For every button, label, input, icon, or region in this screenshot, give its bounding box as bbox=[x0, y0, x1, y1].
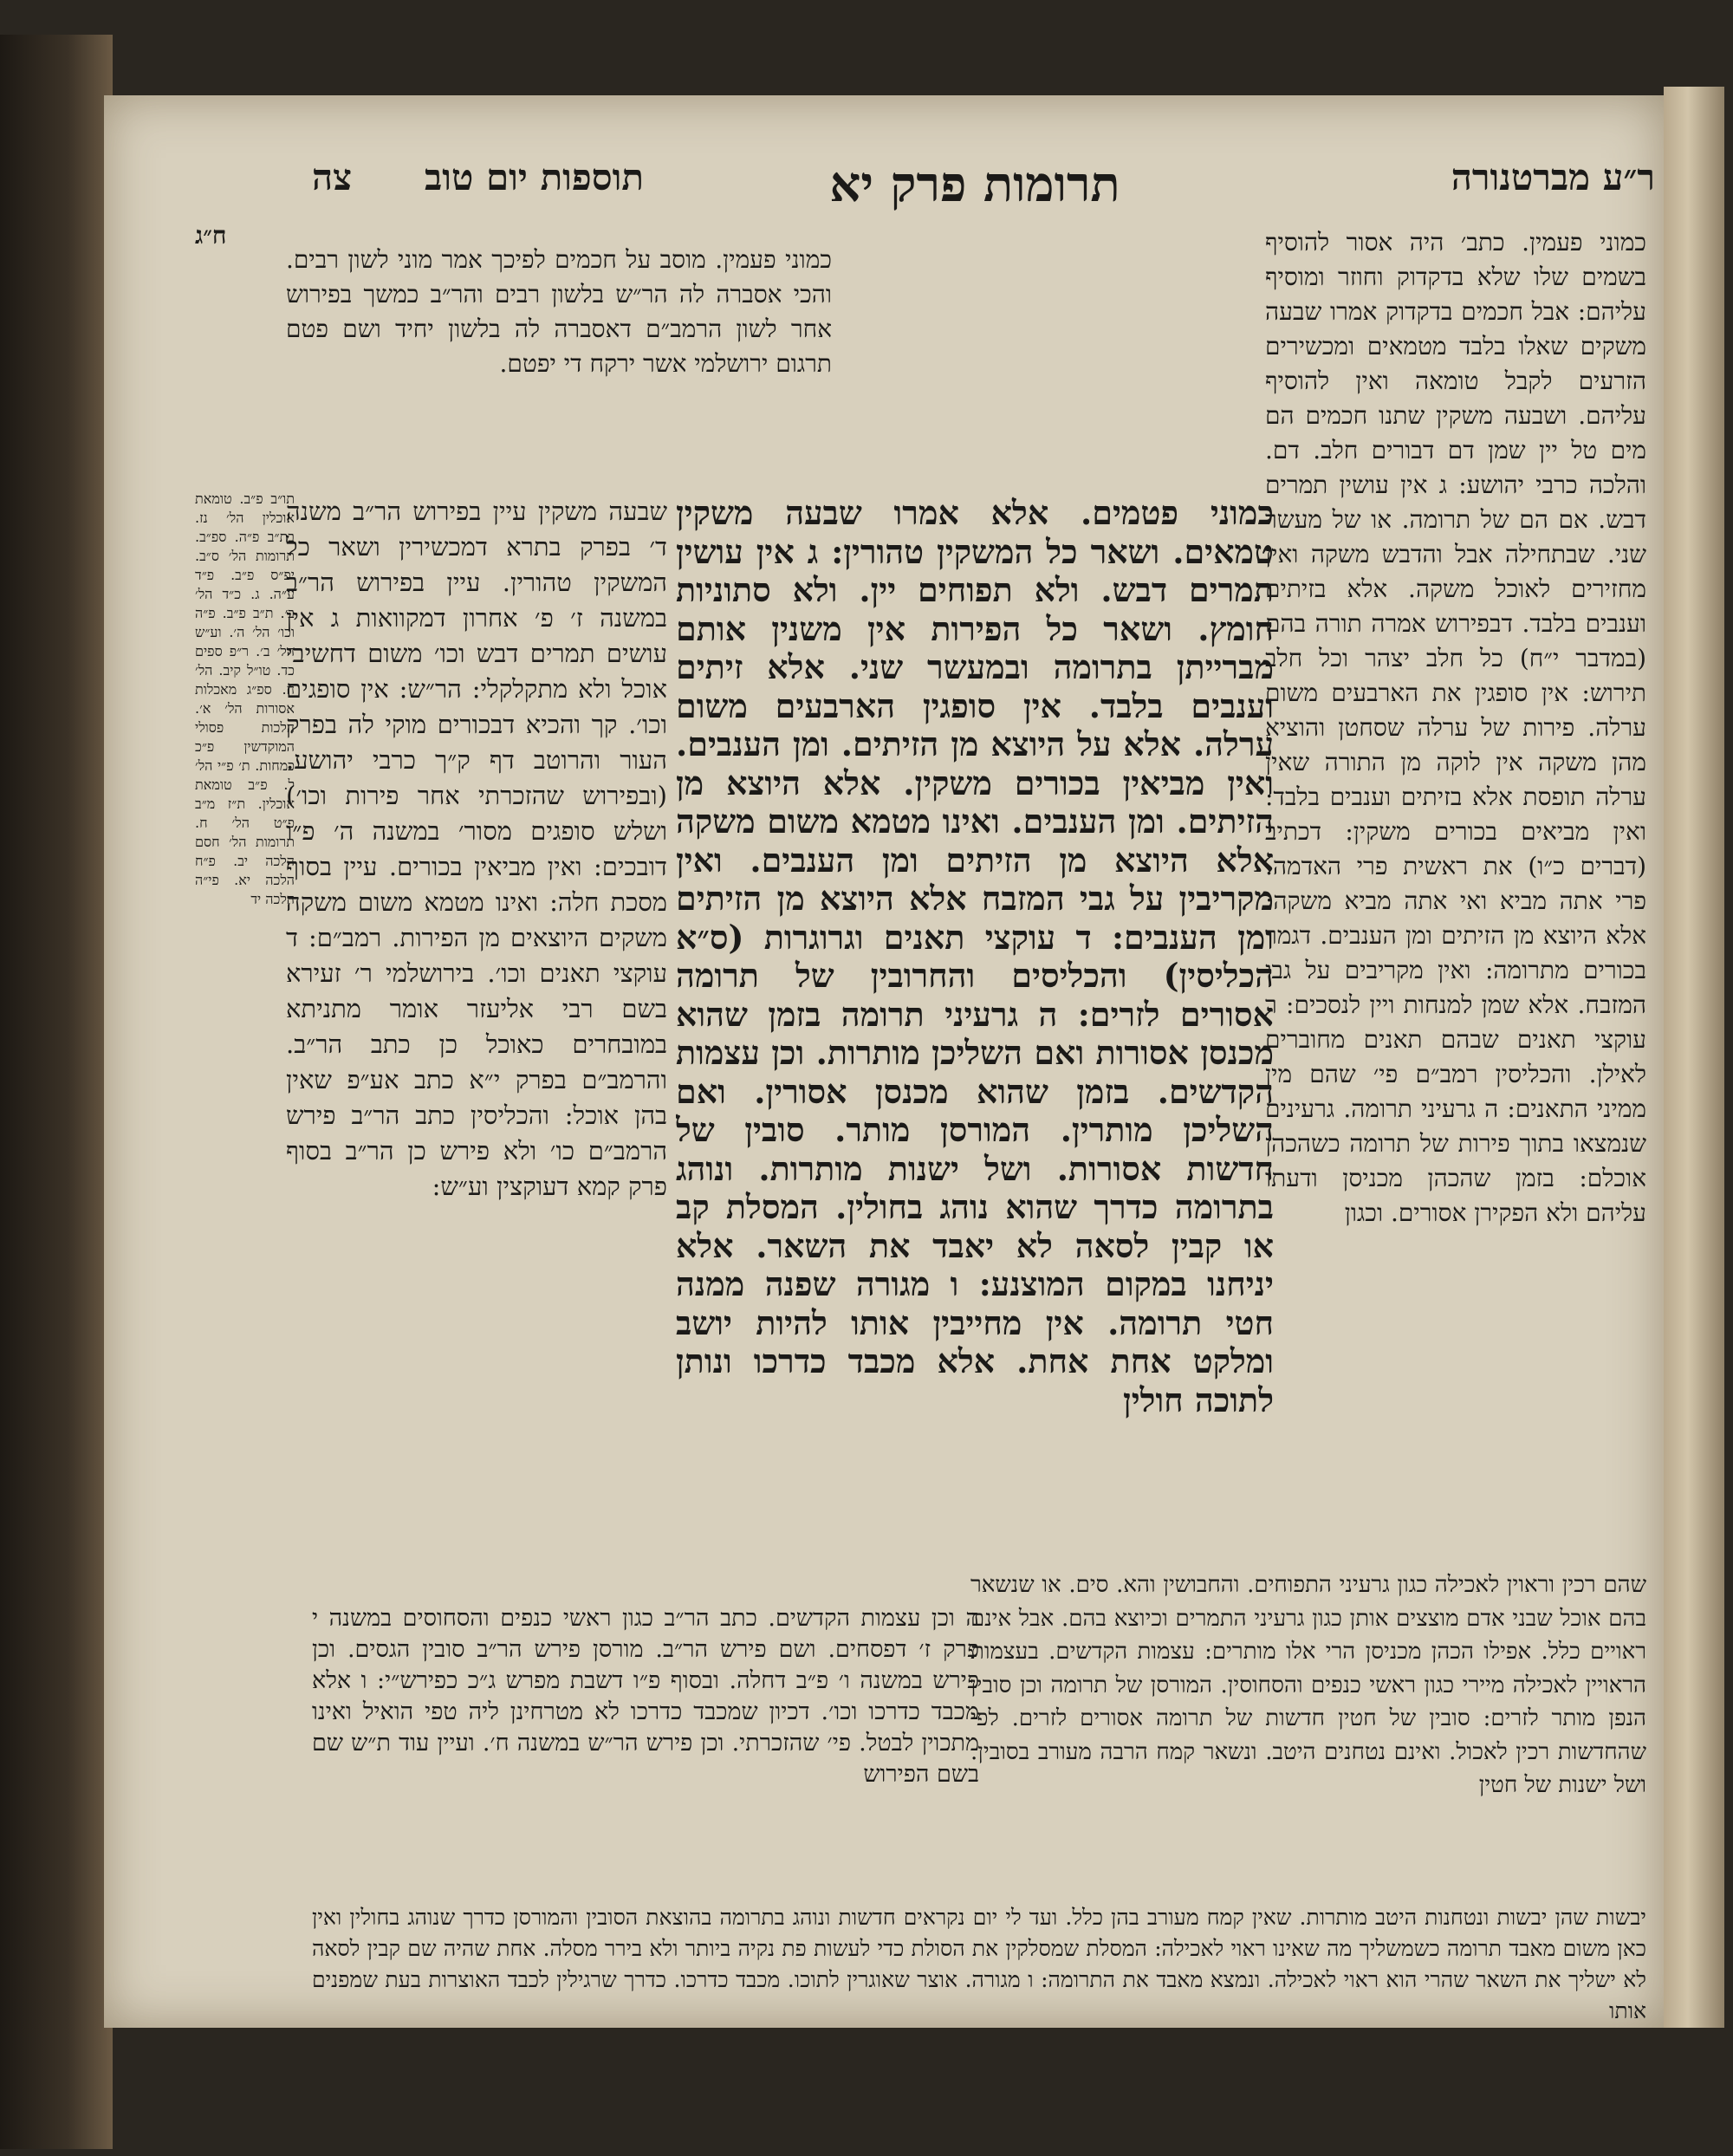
bartenura-footer-block bbox=[312, 1902, 1646, 2049]
mishnah-column bbox=[676, 494, 1274, 1560]
bartenura-heading: ר״ע מברטנורה bbox=[1451, 156, 1655, 198]
tosafot-top-text: כמוני פעמין. מוסב על חכמים לפיכך אמר מוני לשון רבים. והכי אסברה לה הר״ש בלשון רבים והר״ב כמשך בפירוש אחר לשון הרמב״ם דאסברה לה בלשון יחיד ושם פטם תרגום ירושלמי אשר ירקח די יפטם. bbox=[286, 245, 832, 378]
marginal-references-text: תו״ב פ״ב. טומאת אוכלין הל׳ נז. בת״ב פ״ה. ספ״ב. תרומות הל׳ ס״ב. יפ״ס פ״ב. פ״ד ע״ה. ג. כ״ד הל׳ ב׳. ת״ב פ״ב. פ״ה וכו׳ הל׳ ה׳. וע״ש הל׳ ב׳. ר״פ ספים כד. טו״ל קיב. הל׳ ח. ספ״ג מאכלות אסורות הל׳ א׳. הלכות פסולי המוקדשין פ״כ כמחות. ת׳ פ״י הל׳ ל. פ״ב טומאת אוכלין. ת״ז מ״ב פ״ט הל׳ ח. תרומות הל׳ חסם הלכה יב. פ״ח הלכה יא. פי״ה הלכה יד bbox=[195, 490, 295, 907]
tosafot-left-column bbox=[286, 494, 667, 1620]
leaf-mark: ח״ג bbox=[195, 221, 227, 250]
bartenura-footer-text: יבשות שהן יבשות ונטחנות היטב מותרות. שאין קמח מעורב בהן כלל. ועד לי יום נקראים חדשות ונוהג בתרומה בהוצאת הסובין והמורסן כדרך שנוהג בחולין ואין כאן משום מאבד תרומה כשמשליך מה שאינו ראוי לאכילה: המסלת שמסלקין את הסולת כדי לעשות פת נקיה ביותר ולא בירר מסלה. אחת שהיה שם קבין לסאה לא ישליך את השאר שהרי הוא ראוי לאכילה. ונמצא מאבד את התרומה: ו מגורה. אוצר שאוגרין לתוכו. מכבד כדרכו. כדרך שרגילין לכבד האוצרות בעת שמפנים אותו bbox=[312, 1905, 1646, 2023]
running-header bbox=[295, 156, 1655, 217]
tosafot-left-text: שבעה משקין עיין בפירוש הר״ב משנה ד׳ בפרק בתרא דמכשירין ושאר כל המשקין טהורין. עיין בפירוש הר״ב במשנה ז׳ פ׳ אחרון דמקוואות ג אין עושים תמרים דבש וכו׳ משום דחשיבי אוכל ולא מתקלקלי: הר״ש: אין סופגים וכו׳. קך והכיא דבכורים מוקי לה בפרק העור והרוטב דף ק״ך כרבי יהושע. (ובפירוש שהזכרתי אחר פירות וכו׳) ושלש סופגים מסור׳ במשנה ה׳ פ״ו דובכים: ואין מביאין בכורים. עיין בסוף מסכת חלה: ואינו מטמא משום משקה משקים היוצאים מן הפירות. רמב״ם: ד עוקצי תאנים וכו׳. בירושלמי ר׳ זעירא בשם רבי אליעזר אומר מתניתא במובחרים כאוכל כן כתב הר״ב. והרמב״ם בפרק י״א כתב אע״פ שאין בהן אוכל: והכליסין כתב הר״ב פירש הרמב״ם כו׳ ולא פירש כן הר״ב בסוף פרק קמא דעוקצין וע״ש: bbox=[286, 497, 667, 1201]
tosafot-top-block bbox=[286, 243, 832, 485]
bartenura-text: כמוני פעמין. כתב׳ היה אסור להוסיף בשמים שלו שלא בדקדוק וחוזר ומוסיף עליהם: אבל חכמים בדקדוק אמרו שבעה משקים שאלו בלבד מטמאים ומכשירים הזרעים לקבל טומאה ואין להוסיף עליהם. ושבעה משקין שתנו חכמים הם מים טל יין שמן דם דבורים חלב. דם. והלכה כרבי יהושע: ג אין עושין תמרים דבש. אם הם של תרומה. או של מעשר שני. שבתחילה אבל והדבש משקה ואין מחזירים לאוכל משקה. אלא בזיתים וענבים בלבד. דבפירוש אמרה תורה בהם (במדבר י״ח) כל חלב יצהר וכל חלב תירוש: אין סופגין את הארבעים משום ערלה. פירות של ערלה שסחטן והוציא מהן משקה אין לוקה מן התורה שאין ערלה תופסת אלא בזיתים וענבים בלבד: ואין מביאים בכורים משקין: דכתיב (דברים כ״ו) את ראשית פרי האדמה. פרי אתה מביא ואי אתה מביא משקה: אלא היוצא מן הזיתים ומן הענבים. דגמר בכורים מתרומה: ואין מקריבים על גבי המזבח. אלא שמן למנחות ויין לנסכים: ר עוקצי תאנים שבהם תאנים מחוברים לאילן. והכליסין רמב״ם פי׳ שהם מין ממיני התאנים: ה גרעיני תרומה. גרעינים שנמצאו בתוך פירות של תרומה כשהכהן אוכלם: בזמן שהכהן מכניסן ודעתו עליהם ולא הפקירן אסורים. וכגון bbox=[1265, 228, 1646, 1227]
mishnah-text: כמוני פטמים. אלא אמרו שבעה משקין טמאים. ושאר כל המשקין טהורין: ג אין עושין תמרים דבש. ולא תפוחים יין. ולא סתוניות חומץ. ושאר כל הפירות אין משנין אותם מברייתן בתרומה ובמעשר שני. אלא זיתים וענבים בלבד. אין סופגין הארבעים משום ערלה. אלא על היוצא מן הזיתים. ומן הענבים. ואין מביאין בכורים משקין. אלא היוצא מן הזיתים. ומן הענבים. ואינו מטמא משום משקה אלא היוצא מן הזיתים ומן הענבים. ואין מקריבין על גבי המזבח אלא היוצא מן הזיתים ומן הענבים: ד עוקצי תאנים וגרוגרות (ס״א הכליסין) והכליסים והחרובין של תרומה אסורים לזרים: ה גרעיני תרומה בזמן שהוא מכנסן אסורות ואם השליכן מותרות. וכן עצמות הקדשים. בזמן שהוא מכנסן אסורין. ואם השליכן מותרין. המורסן מותר. סובין של חדשות אסורות. ושל ישנות מותרות. ונוהג בתרומה כדרך שהוא נוהג בחולין. המסלת קב או קבין לסאה לא יאבד את השאר. אלא יניחנו במקום המוצנע: ו מגורה שפנה ממנה חטי תרומה. אין מחייבין אותו להיות יושב ומלקט אחת אחת. אלא מכבד כדרכו ונותן לתוכה חולין bbox=[676, 494, 1274, 1419]
folio-number: צה bbox=[312, 156, 353, 198]
tosafot-heading: תוספות יום טוב bbox=[425, 156, 645, 198]
book-spine-edge bbox=[0, 35, 113, 2149]
bartenura-commentary-column bbox=[1265, 225, 1646, 1525]
tosafot-bottom-block bbox=[312, 1603, 979, 1889]
bartenura-continuation bbox=[970, 1568, 1646, 1898]
bartenura-continuation-text: שהם רכין וראוין לאכילה כגון גרעיני התפוחים. והחבושין והא. סים. או שנשאר בהם אוכל שבני אדם מוצצים אותן כגון גרעיני התמרים וכיוצא בהם. אבל אינם ראויים כלל. אפילו הכהן מכניסן הרי אלו מותרים: עצמות הקדשים. בעצמות הראויין לאכילה מיירי כגון ראשי כנפים והסחוסין. המורסן של תרומה וכן סובין הנפן מותר לזרים: סובין של חטין חדשות של תרומה אסורים לזרים. לפי שהחדשות רכין לאכול. ואינם נטחנים היטב. ונשאר קמח הרבה מעורב בסובין. ושל ישנות של חטין bbox=[970, 1572, 1646, 1798]
tractate-chapter-heading: תרומות פרק יא bbox=[829, 156, 1120, 213]
scanned-page bbox=[104, 95, 1664, 2028]
marginal-references bbox=[195, 490, 295, 1036]
facing-page-edge bbox=[1664, 87, 1724, 2028]
tosafot-bottom-text: ה וכן עצמות הקדשים. כתב הר״ב כגון ראשי כנפים והסחוסים במשנה י פרק ז׳ דפסחים. ושם פירש הר״ב. מורסן פירש הר״ב סובין הגסים. וכן פירש במשנה ו׳ פ״ב דחלה. ובסוף פ״ו דשבת מפרש ג״כ כפירש״י: ו אלא מכבד כדרכו וכו׳. דכיון שמכבד כדרכו לא מטרחינן ליה טפי הואיל ואינו מתכוין לבטל. פי׳ שהזכרתי. וכן פירש הר״ש במשנה ח׳. ועיין עוד ת״ש שם בשם הפירוש bbox=[312, 1605, 979, 1788]
